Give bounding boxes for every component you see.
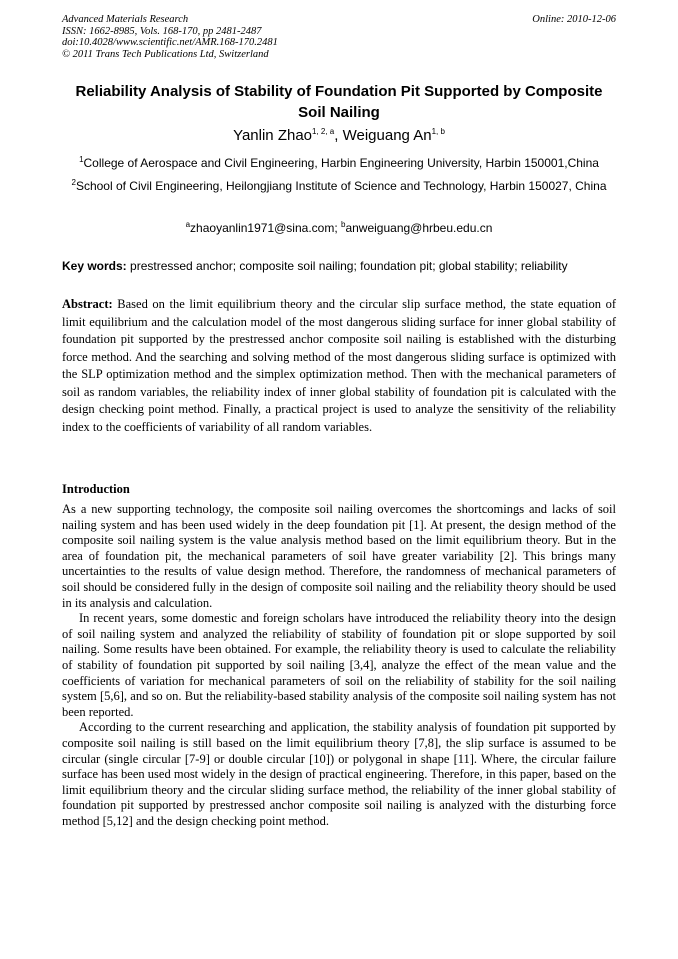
affiliation-2: [62, 178, 616, 195]
issn-line: ISSN: 1662-8985, Vols. 168-170, pp 2481-2487: [62, 25, 262, 37]
author-1: Yanlin Zhao: [233, 127, 313, 144]
abstract: [62, 296, 616, 436]
section-heading-introduction: Introduction: [62, 482, 130, 496]
online-date: Online: 2010-12-06: [532, 14, 616, 25]
email-a: zhaoyanlin1971@sina.com;: [190, 221, 341, 235]
author-1-affiliation-marks: 1, 2, a: [312, 127, 335, 136]
copyright-line: © 2011 Trans Tech Publications Ltd, Switzerland: [62, 48, 269, 60]
affiliation-2-text: School of Civil Engineering, Heilongjiang Institute of Science and Technology, Harbin 150027, China: [75, 179, 607, 193]
email-line: [62, 220, 616, 236]
abstract-label: Abstract:: [62, 297, 113, 311]
author-line: [62, 126, 616, 146]
affiliation-1: [62, 155, 616, 172]
author-separator: ,: [334, 127, 343, 144]
affiliation-2-mark: 2: [71, 178, 76, 187]
email-b-mark: b: [340, 220, 346, 229]
author-2-affiliation-marks: 1, b: [431, 127, 445, 136]
keywords: [62, 258, 616, 274]
author-2: Weiguang An: [342, 127, 432, 144]
keywords-label: Key words:: [62, 259, 127, 273]
doi-line: doi:10.4028/www.scientific.net/AMR.168-170.2481: [62, 37, 278, 48]
abstract-text: Based on the limit equilibrium theory and the circular slip surface method, the state equation of limit equilibrium and the calculation model of the most dangerous sliding surface for inner global stability of foundation pit supported by the prestressed anchor composite soil nailing is established with the disturbing force method. And the searching and solving method of the most dangerous sliding surface is optimized with the SLP optimization method and the simplex optimization method. Then with the mechanical parameters of soil as random variables, the reliability index of inner global stability of foundation pit is calculated with the design checking point method. Finally, a practical project is used to analyze the sensitivity of the reliability index to the coefficients of variability of all random variables.: [62, 297, 616, 434]
intro-paragraph-2: In recent years, some domestic and foreign scholars have introduced the reliability theory into the design of soil nailing system and analyzed the reliability of stability of foundation pit or slope supported by soil nailing. Some results have been obtained. For example, the reliability theory is used to calculate the reliability of stability of foundation pit supported by soil nailing [3,4], analyze the effect of the mean value and the coefficients of variation for mechanical parameters of soil on the reliability of stability for the soil nailing system [5,6], and so on. But the reliability-based stability analysis of the composite soil nailing system has not been reported.: [62, 611, 616, 719]
intro-paragraph-3: According to the current researching and application, the stability analysis of foundation pit supported by composite soil nailing is still based on the limit equilibrium theory [7,8], the slip surface is assumed to be circular (single circular [7-9] or double circular [10]) or polygonal in shape [11]. Where, the circular failure surface has been used most widely in the design of practical engineering. Therefore, in this paper, based on the limit equilibrium theory and the circular sliding surface method, the reliability of the inner global stability of foundation pit supported by prestressed anchor composite soil nailing is analyzed with the disturbing force method [5,12] and the design checking point method.: [62, 720, 616, 828]
introduction-body: [62, 502, 616, 829]
affiliation-1-mark: 1: [79, 155, 84, 164]
email-a-mark: a: [185, 220, 191, 229]
email-b: anweiguang@hrbeu.edu.cn: [345, 221, 493, 235]
affiliation-1-text: College of Aerospace and Civil Engineering, Harbin Engineering University, Harbin 150001,China: [83, 156, 599, 170]
paper-title: Reliability Analysis of Stability of Foundation Pit Supported by Composite Soil Nailing: [75, 83, 603, 121]
journal-header: [62, 14, 616, 60]
journal-name: Advanced Materials Research: [62, 14, 189, 25]
intro-paragraph-1: As a new supporting technology, the composite soil nailing overcomes the shortcomings and lacks of soil nailing system and has been used widely in the deep foundation pit [1]. At present, the design method of the composite soil nailing system is the value analysis method based on the limit equilibrium theory. But in the area of foundation pit, the mechanical parameters of soil have greater variability [2]. This brings many uncertainties to the results of value design method. Therefore, the randomness of mechanical parameters of soil should be considered fully in the design of composite soil nailing and the reliability theory should be used in its analysis and calculation.: [62, 502, 616, 610]
keywords-text: prestressed anchor; composite soil nailing; foundation pit; global stability; reliability: [126, 259, 568, 273]
